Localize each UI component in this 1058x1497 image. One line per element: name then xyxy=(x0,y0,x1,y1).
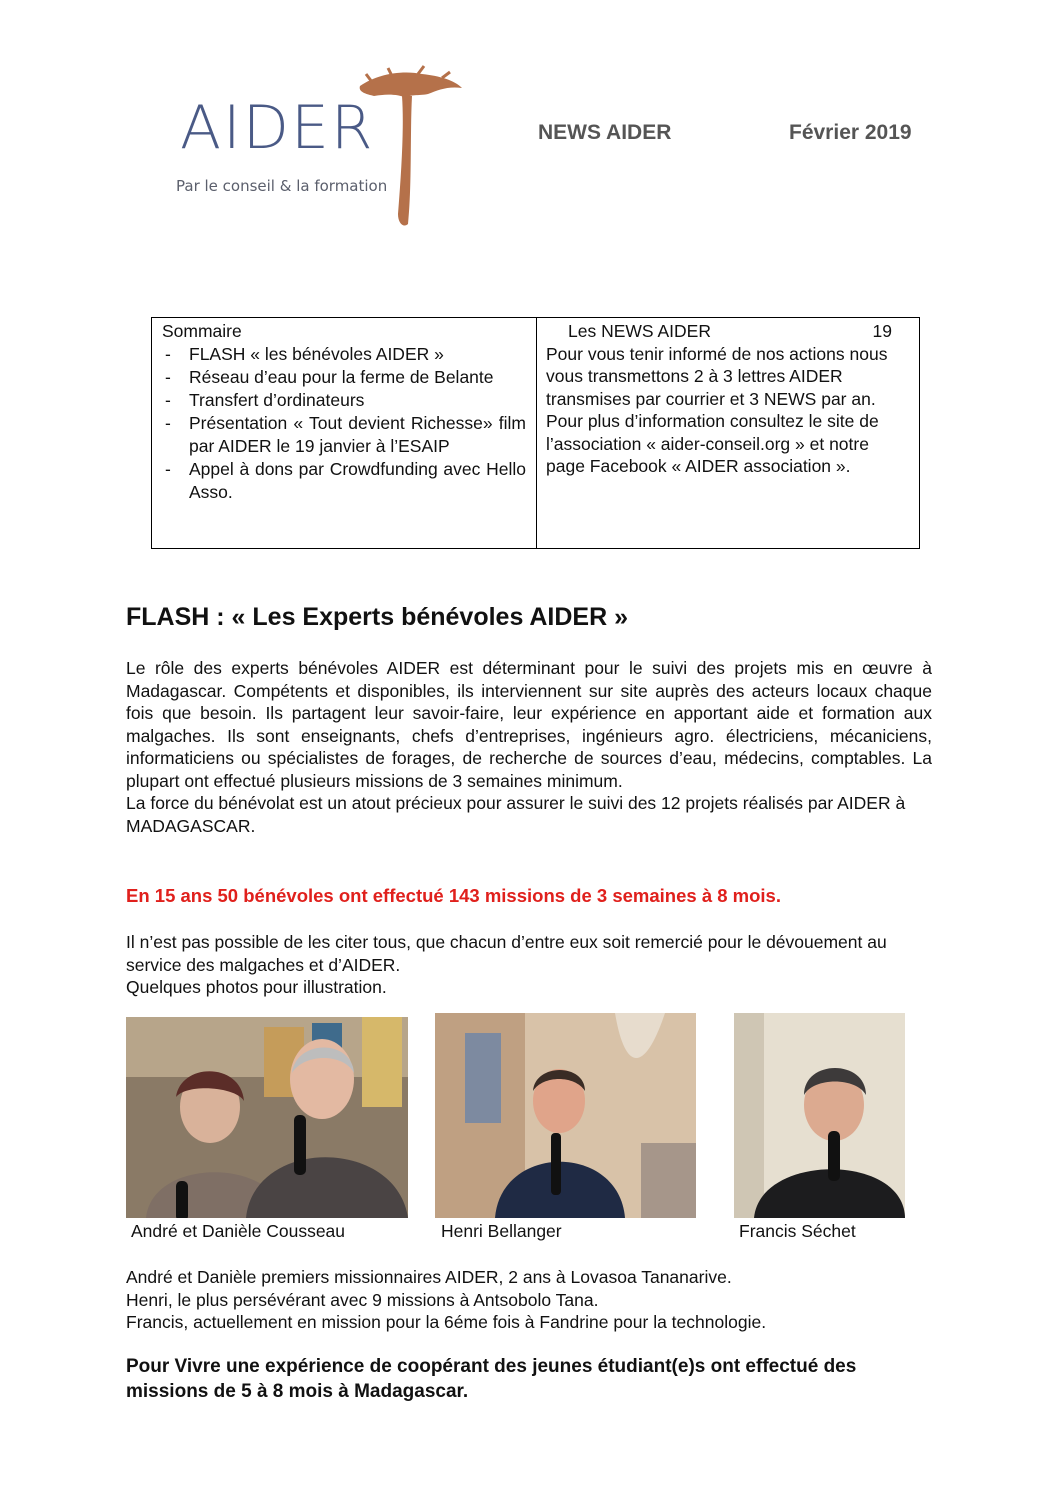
summary-item: - FLASH « les bénévoles AIDER » xyxy=(165,344,444,364)
summary-item: - Appel à dons par Crowdfunding avec Hello Asso. xyxy=(165,459,526,502)
table-divider xyxy=(536,318,537,548)
baobab-tree-logo-icon xyxy=(352,64,464,234)
newsletter-date: Février 2019 xyxy=(789,121,912,144)
photo-sechet xyxy=(734,1013,905,1218)
news-info-text: Pour vous tenir informé de nos actions nous vous transmettons 2 à 3 lettres AIDER transmises par courrier et 3 NEWS par an. Pour plus d’information consultez le site de l’association « aider-conseil.org » et notre page Facebook « AIDER association ». xyxy=(546,343,888,476)
photo-caption: André et Danièle Cousseau xyxy=(131,1221,346,1241)
logo-text: AIDER xyxy=(180,93,375,163)
photo-caption: Francis Séchet xyxy=(739,1221,856,1241)
volunteer-details xyxy=(126,1266,932,1334)
news-info-cell xyxy=(546,320,908,478)
logo-tagline: Par le conseil & la formation xyxy=(176,177,388,195)
news-issue-number: 19 xyxy=(872,321,892,341)
summary-table xyxy=(151,317,920,549)
summary-heading: Sommaire xyxy=(162,321,242,341)
highlight-text: En 15 ans 50 bénévoles ont effectué 143 missions de 3 semaines à 8 mois. xyxy=(126,885,781,906)
newsletter-title: NEWS AIDER xyxy=(538,121,672,144)
summary-item: - Présentation « Tout devient Richesse» film par AIDER le 19 janvier à l’ESAIP xyxy=(165,413,526,456)
article-body xyxy=(126,657,932,837)
summary-item: - Transfert d’ordinateurs xyxy=(165,390,365,410)
detail-line: Francis, actuellement en mission pour la 6éme fois à Fandrine pour la technologie. xyxy=(126,1312,767,1332)
detail-line: André et Danièle premiers missionnaires AIDER, 2 ans à Lovasoa Tananarive. xyxy=(126,1267,732,1287)
article-body-2 xyxy=(126,931,932,999)
detail-line: Henri, le plus persévérant avec 9 missions à Antsobolo Tana. xyxy=(126,1289,599,1310)
news-info-heading xyxy=(546,320,908,343)
photo-bellanger xyxy=(435,1013,696,1218)
article-title: FLASH : « Les Experts bénévoles AIDER » xyxy=(126,603,629,631)
article-paragraph: La force du bénévolat est un atout précieux pour assurer le suivi des 12 projets réalisés par AIDER à MADAGASCAR. xyxy=(126,793,906,836)
photo-caption: Henri Bellanger xyxy=(441,1221,562,1241)
article-paragraph: Quelques photos pour illustration. xyxy=(126,977,387,997)
summary-item: - Réseau d’eau pour la ferme de Belante xyxy=(165,367,494,387)
article-paragraph: Il n’est pas possible de les citer tous, que chacun d’entre eux soit remercié pour le dévouement au service des malgaches et d’AIDER. xyxy=(126,932,887,975)
summary-cell xyxy=(162,320,526,504)
closing-statement: Pour Vivre une expérience de coopérant des jeunes étudiant(e)s ont effectué des missions de 5 à 8 mois à Madagascar. xyxy=(126,1356,857,1402)
news-info-title: Les NEWS AIDER xyxy=(568,321,711,341)
photo-cousseau xyxy=(126,1017,408,1218)
article-paragraph: Le rôle des experts bénévoles AIDER est déterminant pour le suivi des projets mis en œuvre à Madagascar. Compétents et disponibles, ils interviennent sur site auprès des acteurs locaux chaque fois que besoin. Ils partagent leur savoir-faire, leur expérience en apportant aide et formation aux malgaches. Ils sont enseignants, chefs d’entreprises, ingénieurs agro. électriciens, mécaniciens, informaticiens ou spécialistes de forages, de recherche de sources d’eau, médecins, comptables. La plupart ont effectué plusieurs missions de 3 semaines minimum. xyxy=(126,658,932,791)
